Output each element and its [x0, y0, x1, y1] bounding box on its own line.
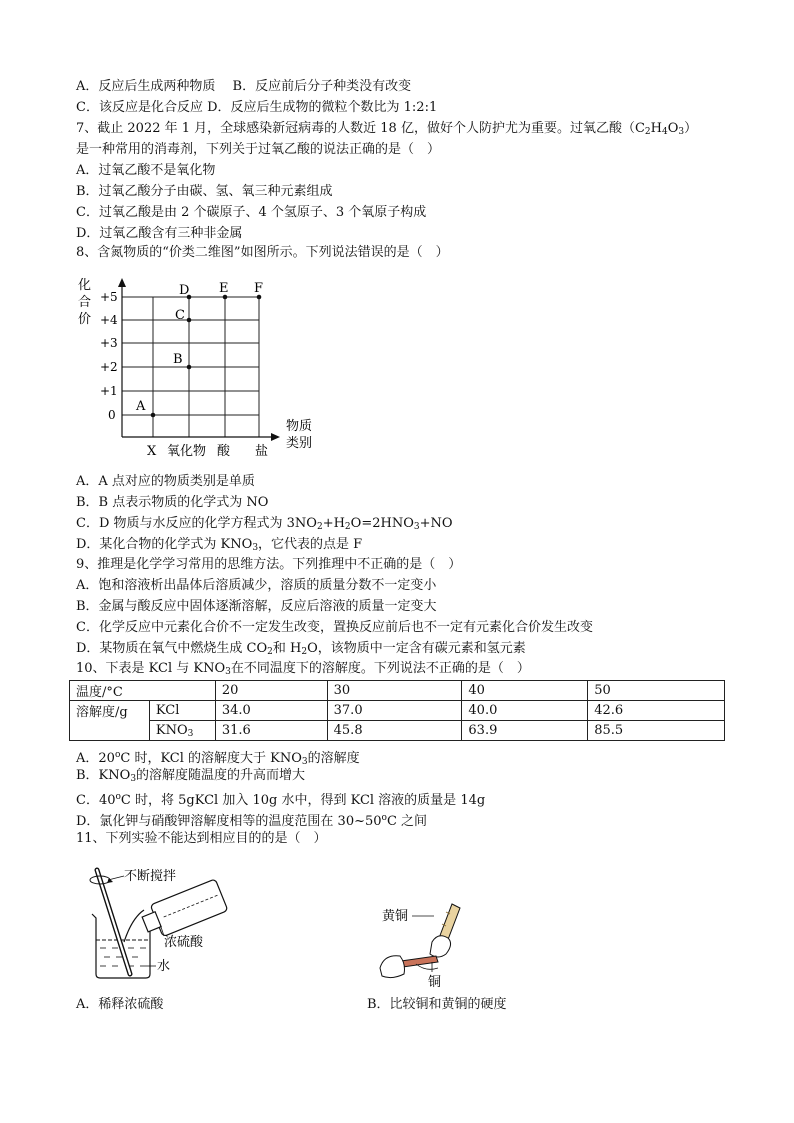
- x-tick-salt: 盐: [255, 444, 269, 459]
- table-cell: 45.8: [327, 721, 462, 741]
- kno3-label: $KNO_3$: [149, 721, 215, 741]
- table-row-kno3: [70, 721, 725, 741]
- point-a-label: A: [136, 399, 146, 414]
- caption-a: A．稀释浓硫酸: [76, 997, 164, 1012]
- table-cell: 85.5: [588, 721, 725, 741]
- q6-option-c: C．该反应是化合反应: [76, 100, 203, 115]
- table-cell: 34.0: [215, 701, 327, 721]
- q10-option-d: D．氯化钾与硝酸钾溶解度相等的温度范围在 30~50$^o$C 之间: [76, 813, 428, 829]
- hand-upper: [430, 936, 451, 957]
- x-tick-acid: 酸: [217, 444, 231, 459]
- y-tick-plus2: +2: [100, 360, 118, 374]
- q10-stem: 10、下表是 KCl 与 $KNO_3$在不同温度下的溶解度。下列说法不正确的是（ ）: [76, 661, 530, 677]
- kcl-label: KCl: [149, 701, 215, 721]
- table-cell: 63.9: [462, 721, 588, 741]
- valence-class-diagram: [70, 272, 330, 462]
- point-b-label: B: [173, 352, 183, 367]
- y-tick-plus1: +1: [100, 384, 118, 398]
- figure-dilute-acid: [80, 862, 250, 987]
- table-cell: 40: [462, 681, 588, 701]
- q9-option-a: A．饱和溶液析出晶体后溶质减少，溶质的质量分数不一定变小: [76, 578, 437, 593]
- q10-option-a: A．20$^o$C 时，KCl 的溶解度大于 $KNO_3$的溶解度: [76, 750, 360, 767]
- q7-option-d: D．过氧乙酸含有三种非金属: [76, 226, 243, 241]
- label-brass: 黄铜: [382, 909, 409, 924]
- solubility-header: 溶解度/g: [70, 701, 150, 741]
- point-f-label: F: [254, 281, 264, 296]
- y-tick-plus5: +5: [100, 290, 118, 304]
- q8-stem: 8、含氮物质的“价类二维图”如图所示。下列说法错误的是（ ）: [76, 245, 449, 260]
- temp-header: 温度/°C: [70, 681, 216, 701]
- table-cell: 50: [588, 681, 725, 701]
- label-water: 水: [157, 959, 171, 974]
- acid-stream: [124, 910, 144, 942]
- figure-hardness: [376, 902, 516, 992]
- point-c: [187, 318, 192, 323]
- q10-option-c: C．40$^o$C 时，将 5gKCl 加入 10g 水中，得到 KCl 溶液的质量是 14g: [76, 792, 486, 808]
- label-conc-acid: 浓硫酸: [164, 935, 204, 950]
- y-title-3: 价: [78, 312, 92, 327]
- q9-option-c: C．化学反应中元素化合价不一定发生改变，置换反应前后也不一定有元素化合价发生改变: [76, 620, 593, 635]
- point-d-label: D: [179, 283, 190, 298]
- x-tick-x: X: [147, 444, 157, 459]
- label-stir: 不断搅拌: [124, 869, 177, 884]
- y-tick-plus3: +3: [100, 336, 118, 350]
- q6-option-a: A．反应后生成两种物质: [76, 79, 216, 94]
- q7-stem-line1: 7、截止 2022 年 1 月，全球感染新冠病毒的人数近 18 亿，做好个人防护尤为重要。过氧乙酸$(C_2H_4O_3)$: [76, 121, 698, 137]
- q6-option-b: B．反应前后分子种类没有改变: [232, 79, 412, 94]
- hand-lower: [380, 956, 405, 978]
- q7-option-c: C．过氧乙酸是由 2 个碳原子、4 个氢原子、3 个氧原子构成: [76, 205, 427, 220]
- q8-option-a: A．A 点对应的物质类别是单质: [76, 474, 255, 489]
- q9-option-b: B．金属与酸反应中固体逐渐溶解，反应后溶液的质量一定变大: [76, 599, 437, 614]
- point-e-label: E: [219, 281, 229, 296]
- q6-option-d: D．反应后生成物的微粒个数比为 1:2:1: [207, 100, 438, 115]
- y-title-2: 合: [78, 295, 92, 310]
- acid-bottle: [139, 879, 228, 941]
- q7-option-b: B．过氧乙酸分子由碳、氢、氧三种元素组成: [76, 184, 333, 199]
- caption-b: B．比较铜和黄铜的硬度: [367, 997, 507, 1012]
- table-row-kcl: [70, 701, 725, 721]
- q11-stem: 11、下列实验不能达到相应目的的是（ ）: [76, 831, 327, 846]
- point-b: [187, 365, 192, 370]
- point-a: [151, 413, 156, 418]
- y-title-1: 化: [78, 278, 92, 293]
- q7-stem-line2: 是一种常用的消毒剂，下列关于过氧乙酸的说法正确的是（ ）: [76, 142, 441, 157]
- label-copper: 铜: [428, 975, 442, 990]
- y-axis-arrow: [118, 278, 126, 287]
- table-cell: 40.0: [462, 701, 588, 721]
- q6-options-cd: [76, 99, 437, 117]
- q8-option-d: D．某化合物的化学式为 $KNO_3$，它代表的点是 F: [76, 537, 363, 553]
- table-cell: 31.6: [215, 721, 327, 741]
- x-title-2: 类别: [286, 436, 313, 451]
- q9-stem: 9、推理是化学学习常用的思维方法。下列推理中不正确的是（ ）: [76, 557, 462, 572]
- solubility-table: [69, 680, 725, 741]
- x-axis-arrow: [271, 433, 280, 441]
- y-tick-plus4: +4: [100, 313, 118, 327]
- point-c-label: C: [175, 308, 185, 323]
- table-cell: 42.6: [588, 701, 725, 721]
- y-tick-zero: 0: [108, 408, 116, 422]
- table-row-temperature: [70, 681, 725, 701]
- q10-option-b: B．$KNO_3$的溶解度随温度的升高而增大: [76, 768, 306, 784]
- q8-option-b: B．B 点表示物质的化学式为 NO: [76, 495, 269, 510]
- table-cell: 20: [215, 681, 327, 701]
- q6-options-ab: [76, 78, 411, 96]
- q7-option-a: A．过氧乙酸不是氧化物: [76, 163, 216, 178]
- q9-option-d: D．某物质在氧气中燃烧生成 $CO_2$和 $H_2O$，该物质中一定含有碳元素和氢元素: [76, 641, 526, 657]
- q8-option-c: C．D 物质与水反应的化学方程式为 $3NO_2+H_2O=2HNO_3+NO$: [76, 516, 453, 532]
- glass-rod-inner: [97, 870, 130, 974]
- x-title-1: 物质: [286, 419, 313, 434]
- x-tick-oxide: 氧化物: [167, 444, 207, 459]
- table-cell: 37.0: [327, 701, 462, 721]
- table-cell: 30: [327, 681, 462, 701]
